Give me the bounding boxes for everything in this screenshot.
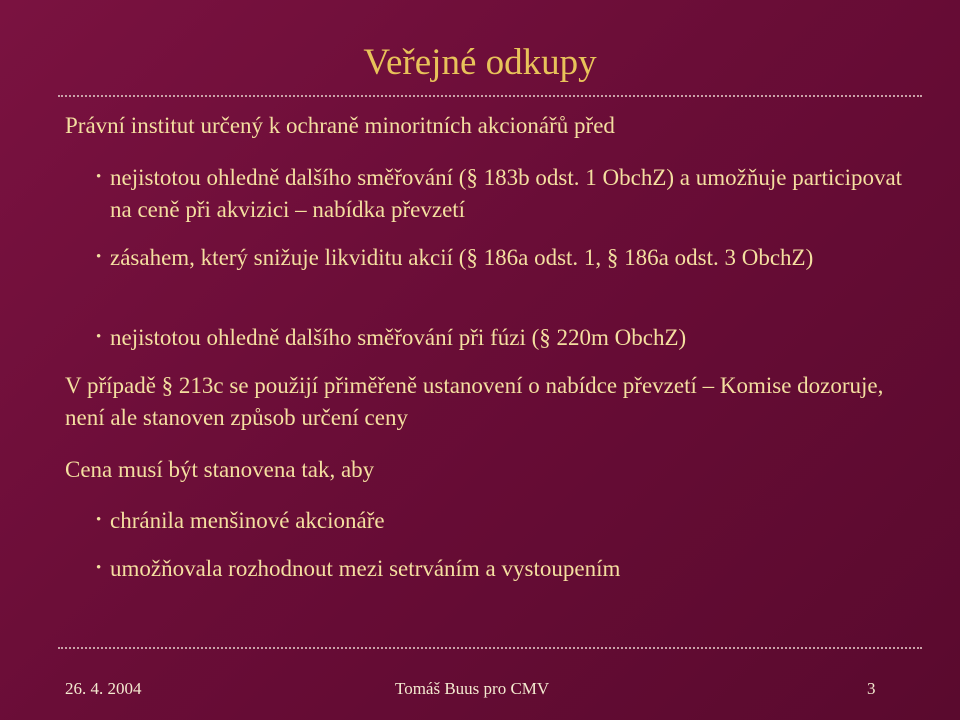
bullet-text: chránila menšinové akcionáře [110,508,385,533]
bullet-dot-icon: • [96,512,102,528]
bullet-item [96,505,920,537]
bottom-divider [58,647,922,649]
bullet-dot-icon: • [96,169,102,185]
bullet-item [96,322,920,354]
footer-author: Tomáš Buus pro CMV [395,679,550,698]
page-number: 3 [867,679,876,698]
bullet-dot-icon: • [96,329,102,345]
footer-date: 26. 4. 2004 [65,679,142,698]
bullet-dot-icon: • [96,560,102,576]
bullet-item [96,553,920,585]
bullet-text: zásahem, který snižuje likviditu akcií (§ 186a odst. 1, § 186a odst. 3 ObchZ) [110,245,814,270]
bullet-item [96,162,920,226]
bullet-item [96,242,920,274]
slide-title: Veřejné odkupy [363,42,597,83]
paragraph-price: Cena musí být stanovena tak, aby [65,457,375,482]
top-divider [58,95,922,97]
bullet-text: nejistotou ohledně dalšího směřování při fúzi (§ 220m ObchZ) [110,325,687,350]
paragraph-takeover: V případě § 213c se použijí přiměřeně ustanovení o nabídce převzetí – Komise dozoruje, není ale stanoven způsob určení ceny [65,373,884,430]
bullet-text: nejistotou ohledně dalšího směřování (§ 183b odst. 1 ObchZ) a umožňuje participovat na ceně při akvizici – nabídka převzetí [110,165,903,222]
bullet-dot-icon: • [96,249,102,265]
intro-text: Právní institut určený k ochraně minoritních akcionářů před [65,113,615,138]
bullet-text: umožňovala rozhodnout mezi setrváním a vystoupením [110,556,621,581]
